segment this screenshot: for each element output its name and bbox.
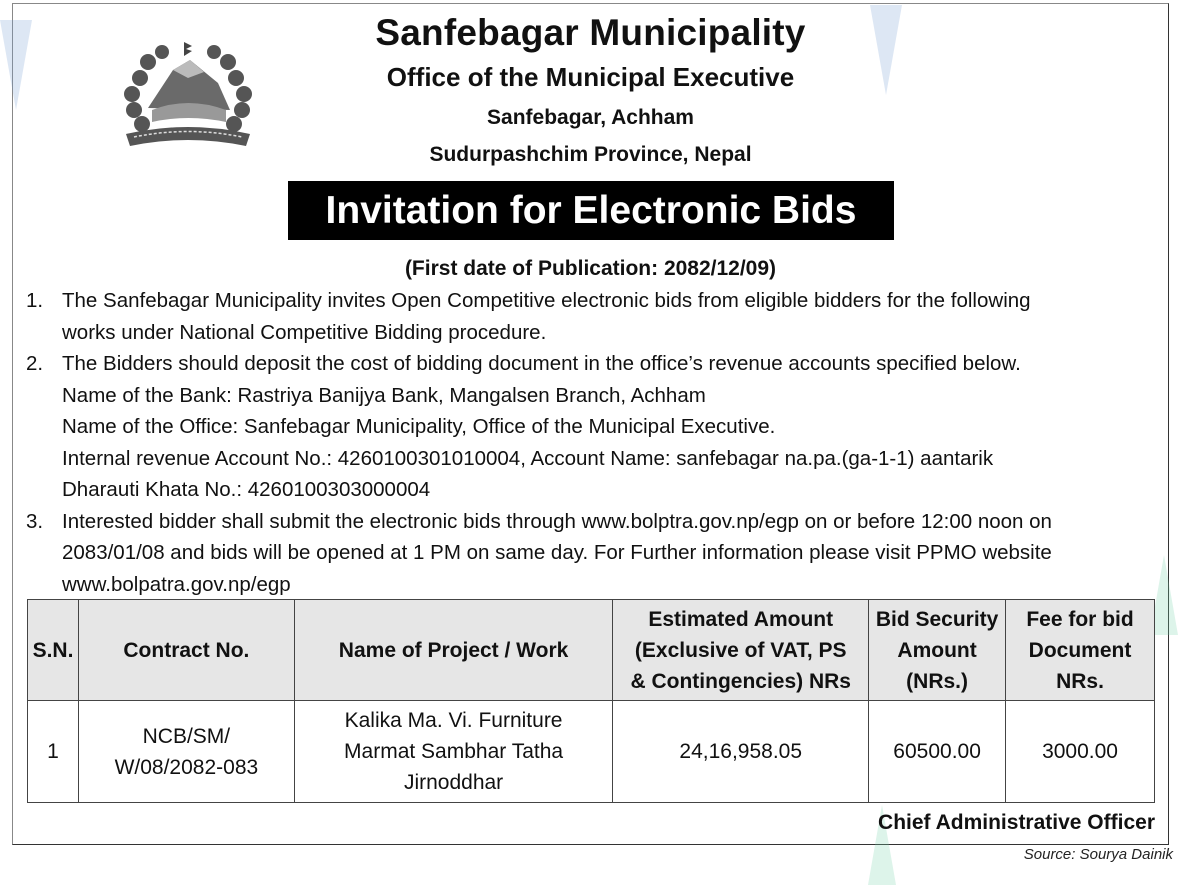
ppmo-website: www.bolpatra.gov.np/egp: [62, 572, 291, 596]
location: Sanfebagar, Achham: [487, 106, 694, 129]
publication-date: (First date of Publication: 2082/12/09): [404, 257, 777, 280]
cell-bid-security: 60500.00: [869, 701, 1006, 803]
table-header-row: [28, 600, 1155, 701]
province: Sudurpashchim Province, Nepal: [429, 143, 752, 166]
header-bid-security: Bid Security Amount (NRs.): [869, 600, 1006, 701]
item-line: 2083/01/08 and bids will be opened at 1 PM on same day. For Further information please visit PPMO website: [62, 541, 1052, 564]
table-row: [28, 701, 1155, 803]
notice-item-2: [26, 348, 1166, 506]
header-document-fee: Fee for bid Document NRs.: [1006, 600, 1155, 701]
bids-table: [27, 599, 1155, 803]
header-estimated-amount: Estimated Amount (Exclusive of VAT, PS & Contingencies) NRs: [613, 600, 869, 701]
notice-body: [26, 285, 1166, 600]
item-line: The Sanfebagar Municipality invites Open Competitive electronic bids from eligible bidders for the following: [62, 289, 1031, 312]
notice-title-banner: Invitation for Electronic Bids: [288, 181, 894, 240]
item-number: 2.: [26, 352, 44, 375]
cell-sn: 1: [28, 701, 79, 803]
office-name: Office of the Municipal Executive: [386, 62, 795, 92]
revenue-account-number: Internal revenue Account No.: 4260100301010004, Account Name: sanfebagar na.pa.(ga-1-1) aantarik: [62, 446, 994, 470]
notice-item-1: [26, 285, 1166, 348]
item-number: 3.: [26, 509, 44, 533]
item-line: The Bidders should deposit the cost of bidding document in the office’s revenue accounts specified below.: [62, 352, 1021, 375]
item-number: 1.: [26, 289, 44, 312]
source-credit: Source: Sourya Dainik: [1023, 846, 1173, 863]
item-line: works under National Competitive Bidding procedure.: [62, 320, 547, 344]
deposit-account-number: Dharauti Khata No.: 4260100303000004: [62, 478, 431, 501]
cell-project-name: Kalika Ma. Vi. Furniture Marmat Sambhar Tatha Jirnoddhar: [294, 701, 613, 803]
notice-item-3: [26, 506, 1166, 601]
header-sn: S.N.: [28, 600, 79, 701]
nepal-government-emblem-icon: [118, 38, 258, 153]
office-account-name: Name of the Office: Sanfebagar Municipality, Office of the Municipal Executive.: [62, 415, 776, 438]
bank-name: Name of the Bank: Rastriya Banijya Bank, Mangalsen Branch, Achham: [62, 383, 706, 407]
municipality-name: Sanfebagar Municipality: [375, 12, 806, 53]
cell-contract-no: NCB/SM/ W/08/2082-083: [78, 701, 294, 803]
signatory-title: Chief Administrative Officer: [878, 811, 1155, 834]
cell-estimated-amount: 24,16,958.05: [613, 701, 869, 803]
item-line: Interested bidder shall submit the electronic bids through www.bolptra.gov.np/egp on or before 12:00 noon on: [62, 509, 1052, 533]
cell-document-fee: 3000.00: [1006, 701, 1155, 803]
header-contract-no: Contract No.: [78, 600, 294, 701]
header-project-name: Name of Project / Work: [294, 600, 613, 701]
